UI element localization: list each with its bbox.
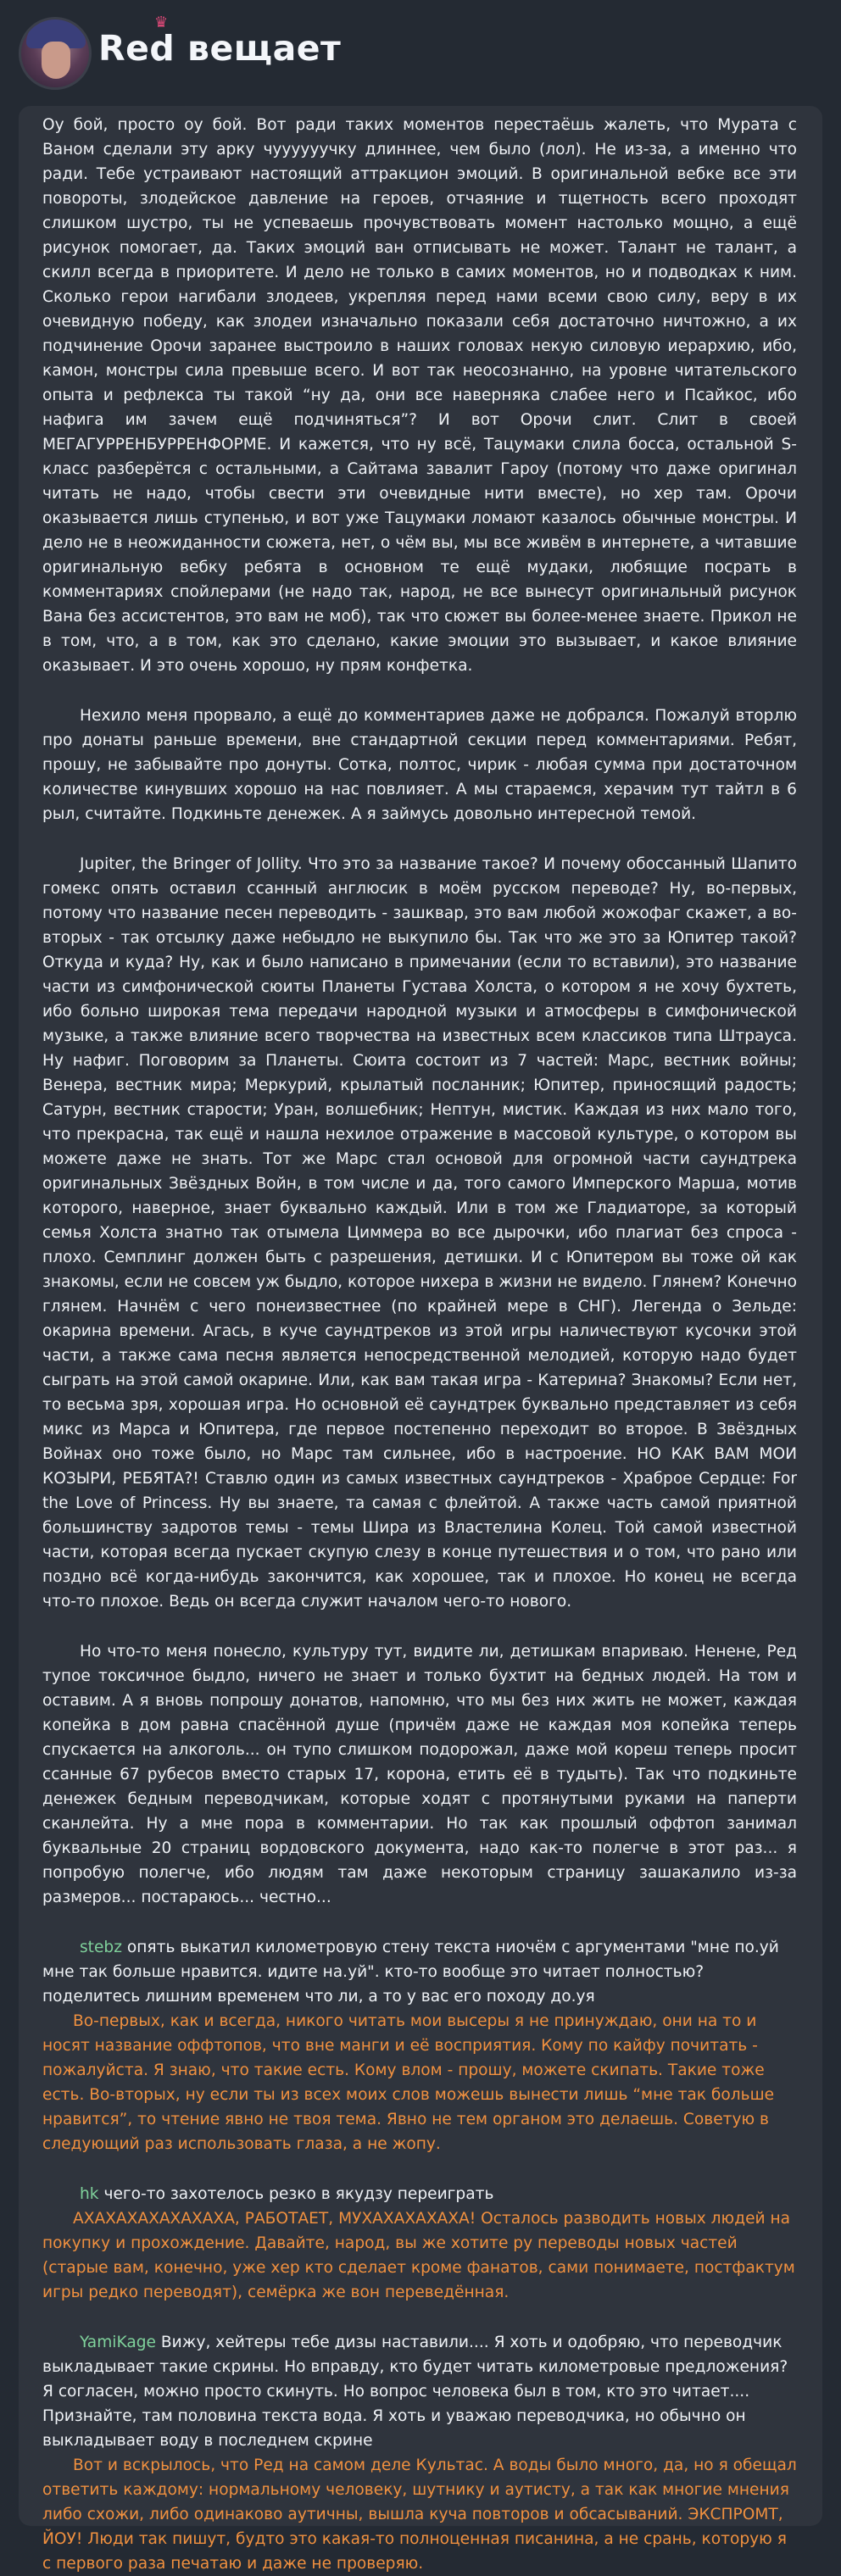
crown-icon: ♛ bbox=[154, 14, 169, 31]
avatar-face bbox=[42, 42, 70, 79]
reply-text: Во-первых, как и всегда, никого читать мои высеры я не принуждаю, они на то и носят название оффтопов, что вне манги и её восприятия. Кому по кайфу почитать - пожалуйста. Я знаю, что такие есть. Кому влом - прошу, можете скипать. Такие тоже есть. Во-вторых, ну если ты из всех моих слов можешь вынести лишь “мне так больше нравится”, то чтение явно не твоя тема. Явно не тем органом это делаешь. Советую в следующий раз использовать глаза, а не жопу. bbox=[42, 2012, 775, 2153]
post-card bbox=[19, 106, 822, 2573]
comment-text bbox=[42, 2182, 797, 2206]
comment-block bbox=[42, 1935, 797, 2156]
comment-block bbox=[42, 2330, 797, 2576]
comment-text bbox=[42, 1935, 797, 2009]
commenter-name[interactable]: YamiKage bbox=[80, 2334, 156, 2351]
comment-text bbox=[42, 2330, 797, 2453]
comment-body: чего-то захотелось резко в якудзу переиграть bbox=[98, 2185, 494, 2203]
reply-text: АХАХАХАХАХАХАХА, РАБОТАЕТ, МУХАХАХАХАХА! Осталось разводить новых людей на покупку и прохождение. Давайте, народ, вы же хотите ру переводы новых частей (старые вам, конечно, уже хер кто сделает кроме фанатов, сами понимаете, постфактум игры редко переводят), семёрка же вон переведённая. bbox=[42, 2210, 795, 2301]
comment-body: Вижу, хейтеры тебе дизы наставили.... Я хоть и одобряю, что переводчик выкладывает такие скрины. Но вправду, кто будет читать километровые предложения? Я согласен, можно просто скинуть. Но вопрос человека был в том, кто это читает.... Признайте, там половина текста вода. Я хоть и уважаю переводчика, но обычно он выкладывает воду в последнем скрине bbox=[42, 2334, 788, 2450]
post-paragraph-1: Оу бой, просто оу бой. Вот ради таких моментов перестаёшь жалеть, что Мурата с Ваном сделали эту арку чуууууучку длиннее, чем было (лол). Не из-за, а именно что ради. Тебе устраивают настоящий аттракцион эмоций. В оригинальной вебке все эти повороты, злодейское давление на героев, отчаяние и тщетность всего проходят слишком шустро, ты не успеваешь прочувствовать момент настолько мощно, а ещё рисунок помогает, да. Таких эмоций ван отписывать не может. Талант не талант, а скилл всегда в приоритете. И дело не только в самих моментов, но и подводках к ним. Сколько герои нагибали злодеев, укрепляя перед нами всеми свою силу, веру в их очевидную победу, как злодеи изначально показали себя достаточно ничтожно, а их подчинение Орочи заранее выстроило в наших головах некую силовую иерархию, ибо, камон, монстры сила превыше всего. И вот так неосознанно, на уровне читательского опыта и рефлекса ты такой “ну да, они все наверняка слабее него и Псайкос, ибо нафига им зачем ещё подчиняться”? И вот Орочи слит. Слит в своей МЕГАГУРРЕНБУРРЕНФОРМЕ. И кажется, что ну всё, Тацумаки слила босса, остальной S-класс разберётся с остальными, а Сайтама завалит Гароу (потому что даже оригинал читать не надо, чтобы свести эти очевидные нити вместе), но хер там. Орочи оказывается лишь ступенью, и вот уже Тацумаки ломают казалось обычные монстры. И дело не в неожиданности сюжета, нет, о чём вы, мы все живём в интернете, а читавшие оригинальную вебку ребята в основном те ещё мудаки, любящие посрать в комментариях спойлерами (не надо так, народ, не все вынесут оригинальный рисунок Вана без ассистентов, это вам не моб), так что сюжет вы более-менее знаете. Прикол не в том, что, а в том, как это сделано, какие эмоции это вызывает, и какое влияние оказывает. И это очень хорошо, ну прям конфетка. bbox=[42, 116, 797, 675]
avatar[interactable] bbox=[19, 17, 92, 90]
reply-text: Вот и вскрылось, что Ред на самом деле Культас. А воды было много, да, но я обещал ответить каждому: нормальному человеку, шутнику и аутисту, а так как многие мнения либо схожи, либо одинаково аутичны, вышла куча повторов и обсасываний. ЭКСПРОМТ, ЙОУ! Люди так пишут, будто это какая-то полноценная писанина, а не срань, которую я с первого раза печатаю и даже не проверяю. bbox=[42, 2456, 797, 2573]
commenter-name[interactable]: stebz bbox=[80, 1939, 122, 1956]
commenter-name[interactable]: hk bbox=[80, 2185, 99, 2203]
post-paragraph-3: Jupiter, the Bringer of Jollity. Что это за название такое? И почему обоссанный Шапито гомекс опять оставил ссанный англюсик в моём русском переводе? Ну, во-первых, потому что название песен переводить - зашквар, это вам любой жожофаг скажет, а во-вторых - так отсылку даже небыдло не выкупило бы. Так что же это за Юпитер такой? Откуда и куда? Ну, как и было написано в примечании (если то вставили), это название части из симфонической сюиты Планеты Густава Холста, о котором я не хочу бухтеть, ибо больно широкая тема передачи народной музыки и атмосферы в симфонической музыке, а также влияние всего творчества на известных всем классиков типа Штрауса. Ну нафиг. Поговорим за Планеты. Сюита состоит из 7 частей: Марс, вестник войны; Венера, вестник мира; Меркурий, крылатый посланник; Юпитер, приносящий радость; Сатурн, вестник старости; Уран, волшебник; Нептун, мистик. Каждая из них мало того, что прекрасна, так ещё и нашла нехилое отражение в массовой культуре, о котором вы можете даже не знать. Тот же Марс стал основой для огромной части саундтрека оригинальных Звёздных Войн, в том числе и да, того самого Имперского Марша, мотив которого, наверное, знает буквально каждый. Или в том же Гладиаторе, за который семья Холста знатно так отымела Циммера во все дырочки, ибо плагиат без спроса - плохо. Семплинг должен быть с разрешения, детишки. И с Юпитером вы тоже ой как знакомы, если не совсем уж быдло, которое нихера в жизни не видело. Глянем? Конечно глянем. Начнём с чего понеизвестнее (по крайней мере в СНГ). Легенда о Зельде: окарина времени. Агась, в куче саундтреков из этой игры наличествуют кусочки этой части, а также сама песня является непосредственной мелодией, которую надо будет сыграть на этой самой окарине. Или, как вам такая игра - Катерина? Знакомы? Если нет, то весьма зря, хорошая игра. Но основной её саундтрек буквально представляет из себя микс из Марса и Юпитера, где первое постепенно переходит во второе. В Звёздных Войнах оно тоже было, но Марс там сильнее, ибо в настроение. НО КАК ВАМ МОИ КОЗЫРИ, РЕБЯТА?! Ставлю один из самых известных саундтреков - Храброе Сердце: For the Love of Princess. Ну вы знаете, та самая с флейтой. А также часть самой приятной большинству задротов темы - темы Шира из Властелина Колец. Той самой известной части, которая всегда пускает скупую слезу в конце путешествия и о том, что рано или поздно всё когда-нибудь закончится, как хорошее, так и плохое. Но конец не всегда что-то плохое. Ведь он всегда служит началом чего-то нового. bbox=[42, 855, 797, 1611]
page-title: Red вещает bbox=[98, 28, 342, 69]
post-paragraph-4: Но что-то меня понесло, культуру тут, видите ли, детишкам впариваю. Ненене, Ред тупое токсичное быдло, ничего не знает и только бухтит на бедных людей. На том и оставим. А я вновь попрошу донатов, напомню, что мы без них жить не может, каждая копейка в дом равна спасённой душе (причём даже не каждая моя копейка теперь спускается на алкоголь... он тупо слишком подорожал, даже мой кореш теперь просит ссанные 67 рубесов вместо старых 17, корона, етить её в тудыть). Так что подкиньте денежек бедным переводчикам, которые ходят с протянутыми руками на паперти сканлейта. Ну а мне пора в комментарии. Но так как прошлый оффтоп занимал буквальные 20 страниц вордовского документа, надо как-то полегче в этот раз... я попробую полегче, ибо людям там даже некоторым страницу зашакалило из-за размеров... постараюсь... честно... bbox=[42, 1643, 797, 1906]
post-paragraph-2: Нехило меня прорвало, а ещё до комментариев даже не добрался. Пожалуй вторлю про донаты раньше времени, вне стандартной секции перед комментариями. Ребят, прошу, не забывайте про донуты. Сотка, полтос, чирик - любая сумма при достаточном количестве кинувших хорошо на нас повлияет. А мы стараемся, херачим тут тайтл в 6 рыл, считайте. Подкиньте денежек. А я займусь довольно интересной темой. bbox=[42, 707, 797, 823]
header bbox=[0, 0, 841, 106]
comment-body: опять выкатил километровую стену текста ниочём с аргументами "мне по.уй мне так больше нравится. идите на.уй". кто-то вообще это читает полностью? поделитесь лишним временем что ли, а то у вас его походу до.уя bbox=[42, 1939, 779, 2006]
comment-block bbox=[42, 2182, 797, 2305]
